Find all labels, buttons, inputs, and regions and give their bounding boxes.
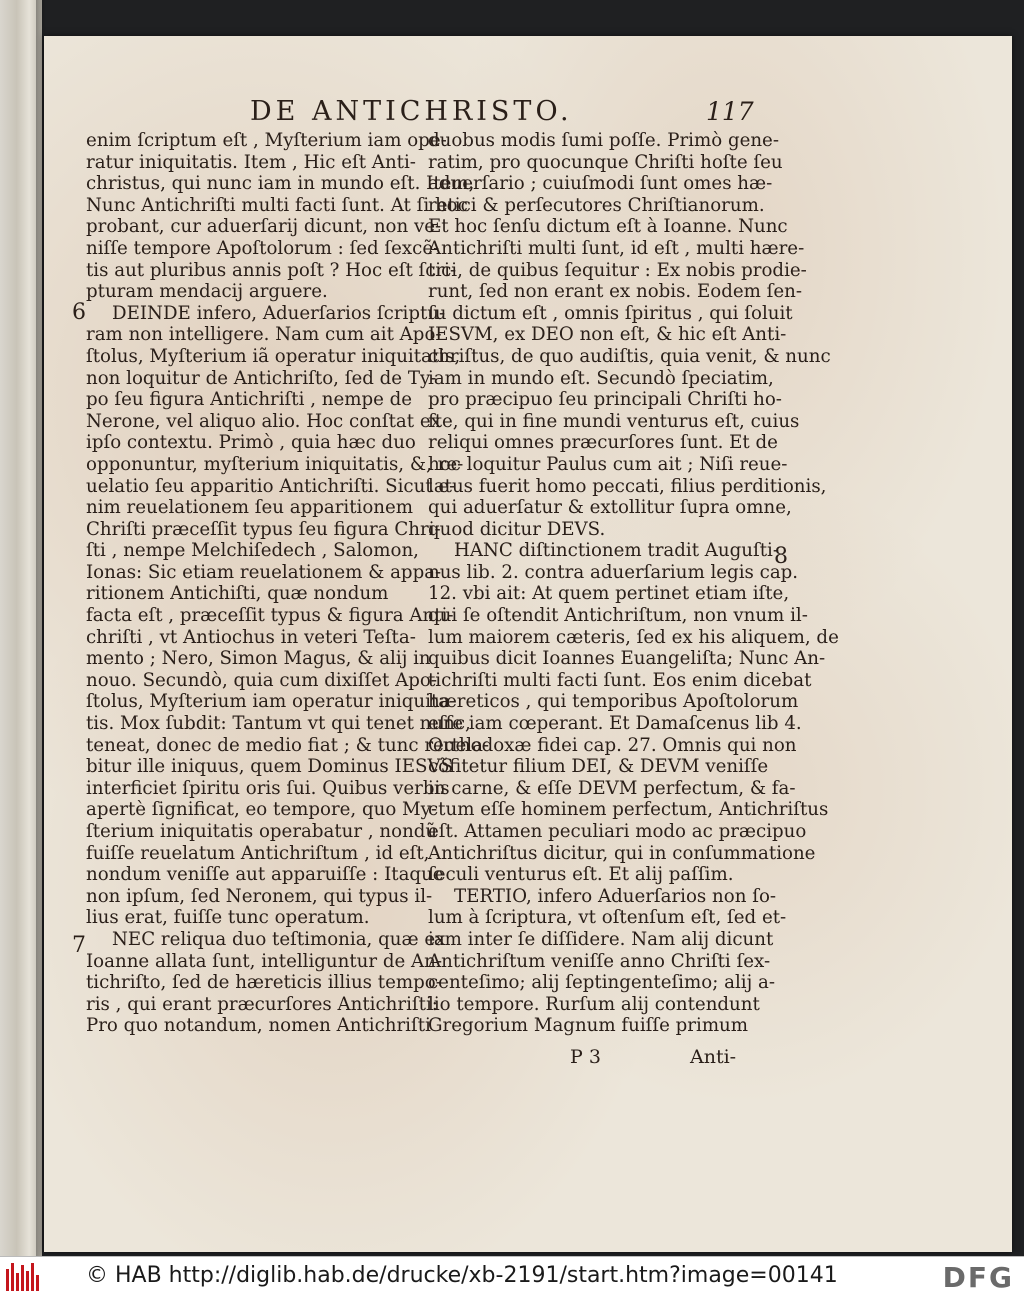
- text-line: reliqui omnes præcurſores ſunt. Et de: [428, 432, 778, 454]
- text-line: IESVM, ex DEO non eſt, & hic eſt Anti-: [428, 324, 787, 346]
- text-line: facta eſt , præceſſit typus & figura Anti-: [86, 605, 454, 627]
- text-line: Nerone, vel aliquo alio. Hoc conſtat ex: [86, 410, 441, 432]
- text-line: tici, de quibus ſequitur : Ex nobis prodie-: [428, 259, 807, 281]
- text-line: ratim, pro quocunque Chriſti hoſte ſeu: [428, 151, 783, 173]
- text-line: uelatio ſeu apparitio Antichriſti. Sicut e-: [86, 475, 456, 497]
- text-line: tis. Mox ſubdit: Tantum vt qui tenet nunc,: [86, 713, 471, 735]
- text-line: Antichriſtum veniſſe anno Chriſti ſex-: [428, 950, 771, 972]
- text-line: duobus modis ſumi poſſe. Primò gene-: [428, 130, 779, 151]
- text-line: Pro quo notandum, nomen Antichriſti: [86, 1015, 431, 1037]
- text-line: iam inter ſe diſſidere. Nam alij dicunt: [428, 928, 774, 950]
- text-line: DEINDE infero, Aduerſarios ſcriptu-: [112, 302, 446, 324]
- left-text-column: [86, 130, 490, 1037]
- text-line: cõfitetur filium DEI, & DEVM veniſſe: [428, 756, 769, 778]
- text-line: centeſimo; alij ſeptingenteſimo; alij a-: [428, 972, 775, 994]
- text-line: lio tempore. Rurſum alij contendunt: [428, 993, 760, 1015]
- signature-mark: P 3: [570, 1046, 601, 1068]
- text-line: qui ſe oſtendit Antichriſtum, non vnum il-: [428, 605, 808, 627]
- text-line: pro præcipuo ſeu principali Chriſti ho-: [428, 389, 782, 411]
- text-line: po ſeu figura Antichriſti , nempe de: [86, 389, 413, 411]
- text-line: lum maiorem cæteris, ſed ex his aliquem, de: [428, 626, 839, 648]
- text-line: iam in mundo eſt. Secundò ſpeciatim,: [428, 367, 774, 389]
- text-line: nouo. Secundò, quia cum dixiſſet Apo-: [86, 669, 438, 691]
- text-line: TERTIO, infero Aduerſarios non ſo-: [454, 885, 777, 907]
- text-line: ſu dictum eſt , omnis ſpiritus , qui ſoluit: [428, 302, 793, 324]
- text-line: ris , qui erant præcurſores Antichriſti:: [86, 993, 438, 1015]
- text-line: Ioanne allata ſunt, intelliguntur de An-: [86, 950, 443, 972]
- text-line: Gregorium Magnum fuiſſe primum: [428, 1015, 749, 1037]
- text-line: non ipſum, ſed Neronem, qui typus il-: [86, 885, 433, 907]
- text-line: enim ſcriptum eſt , Myſterium iam ope-: [86, 130, 447, 151]
- text-line: ratur iniquitatis. Item , Hic eſt Anti-: [86, 151, 416, 173]
- text-line: hæreticos , qui temporibus Apoſtolorum: [428, 691, 799, 713]
- text-line: ſtolus, Myſterium iam operatur iniquita-: [86, 691, 456, 713]
- text-line: lius erat, fuiſſe tunc operatum.: [86, 907, 370, 929]
- text-line: eſſe iam cœperant. Et Damaſcenus lib 4.: [428, 713, 802, 735]
- text-line: 12. vbi ait: At quem pertinet etiam iſte,: [428, 583, 790, 605]
- text-line: non loquitur de Antichriſto, ſed de Ty-: [86, 367, 437, 389]
- text-line: pturam mendacij arguere.: [86, 281, 328, 303]
- text-line: quibus dicit Ioannes Euangeliſta; Nunc An-: [428, 648, 826, 670]
- text-line: ſterium iniquitatis operabatur , nondũ: [86, 821, 438, 842]
- hab-logo-icon: [6, 1263, 42, 1291]
- text-line: christus, qui nunc iam in mundo eſt. Item,: [86, 173, 475, 195]
- catchword: Anti-: [690, 1046, 737, 1068]
- text-line: apertè ſignificat, eo tempore, quo My-: [86, 799, 438, 821]
- page-number: 117: [706, 97, 754, 126]
- text-line: niſſe tempore Apoſtolorum : ſed ſexcẽ-: [86, 237, 440, 259]
- text-line: fuiſſe reuelatum Antichriſtum , id eſt,: [86, 842, 430, 864]
- margin-number-8: 8: [774, 544, 788, 569]
- text-line: Chriſti præceſſit typus ſeu figura Chri-: [86, 518, 441, 540]
- text-line: ritionem Antichiſti, quæ nondum: [86, 583, 389, 605]
- text-line: HANC diſtinctionem tradit Auguſti-: [454, 540, 780, 562]
- footer-url-text[interactable]: © HAB http://diglib.hab.de/drucke/xb-2191/start.htm?image=00141: [86, 1263, 838, 1288]
- text-line: retici & perſecutores Chriſtianorum.: [428, 194, 765, 216]
- margin-number-7: 7: [72, 933, 86, 958]
- running-header: DE ANTICHRISTO.: [250, 96, 573, 127]
- text-line: mento ; Nero, Simon Magus, & alij in: [86, 648, 431, 670]
- text-line: Orthodoxæ fidei cap. 27. Omnis qui non: [428, 734, 797, 756]
- text-line: lum à ſcriptura, vt oſtenſum eſt, ſed et-: [428, 907, 787, 929]
- right-text-column: [428, 130, 839, 1037]
- text-line: in carne, & eſſe DEVM perfectum, & fa-: [428, 777, 796, 799]
- viewer-footer: [0, 1256, 1024, 1296]
- dfg-logo: DFG: [942, 1261, 1014, 1294]
- text-line: quod dicitur DEVS.: [428, 518, 606, 540]
- text-line: aduerſario ; cuiuſmodi ſunt omes hæ-: [428, 173, 773, 195]
- text-line: teneat, donec de medio fiat ; & tunc reuela-: [86, 734, 490, 756]
- text-line: ſti , nempe Melchiſedech , Salomon,: [86, 540, 419, 562]
- text-line: Ionas: Sic etiam reuelationem & appa-: [86, 561, 442, 583]
- text-line: qui aduerſatur & extollitur ſupra omne,: [428, 497, 792, 519]
- text-line: chriſtus, de quo audiſtis, quia venit, & nunc: [428, 345, 831, 367]
- text-line: probant, cur aduerſarij dicunt, non ve-: [86, 216, 442, 238]
- text-line: nim reuelationem ſeu apparitionem: [86, 497, 414, 519]
- text-line: Nunc Antichriſti multi facti ſunt. At ſi hoc: [86, 194, 468, 216]
- text-line: Antichriſti multi ſunt, id eſt , multi hære-: [428, 237, 805, 259]
- text-line: ctum eſſe hominem perfectum, Antichriſtus: [428, 799, 829, 821]
- text-line: nondum veniſſe aut apparuiſſe : Itaque: [86, 864, 444, 886]
- text-line: nus lib. 2. contra aduerſarium legis cap.: [428, 561, 799, 583]
- text-line: tichriſto, ſed de hæreticis illius tempo-: [86, 972, 442, 994]
- text-line: eſt. Attamen peculiari modo ac præcipuo: [428, 821, 807, 842]
- text-line: runt, ſed non erant ex nobis. Eodem ſen-: [428, 281, 803, 303]
- text-line: interficiet ſpiritu oris ſui. Quibus verbis: [86, 777, 450, 799]
- text-line: Et hoc ſenſu dictum eſt à Ioanne. Nunc: [428, 216, 788, 238]
- text-line: tichriſti multi facti ſunt. Eos enim dicebat: [428, 669, 812, 691]
- text-line: chriſti , vt Antiochus in veteri Teſta-: [86, 626, 416, 648]
- text-line: tis aut pluribus annis poſt ? Hoc eſt ſcri-: [86, 259, 457, 281]
- text-line: ipſo contextu. Primò , quia hæc duo: [86, 432, 416, 454]
- text-line: ſtolus, Myſterium iã operatur iniquitatis,: [86, 345, 461, 367]
- text-line: Antichriſtus dicitur, qui in conſummatione: [428, 842, 816, 864]
- text-line: ſte, qui in fine mundi venturus eſt, cuius: [428, 410, 800, 432]
- text-line: ram non intelligere. Nam cum ait Apo-: [86, 324, 442, 346]
- text-line: hoc loquitur Paulus cum ait ; Niſi reue-: [428, 453, 788, 475]
- margin-number-6: 6: [72, 300, 86, 325]
- text-line: opponuntur, myſterium iniquitatis, &, re-: [86, 453, 464, 475]
- text-line: NEC reliqua duo teſtimonia, quæ ex: [112, 928, 446, 950]
- text-line: bitur ille iniquus, quem Dominus IESVS: [86, 756, 454, 778]
- text-line: ſeculi venturus eſt. Et alij paſſim.: [428, 864, 734, 886]
- text-line: latus fuerit homo peccati, filius perditionis,: [428, 475, 827, 497]
